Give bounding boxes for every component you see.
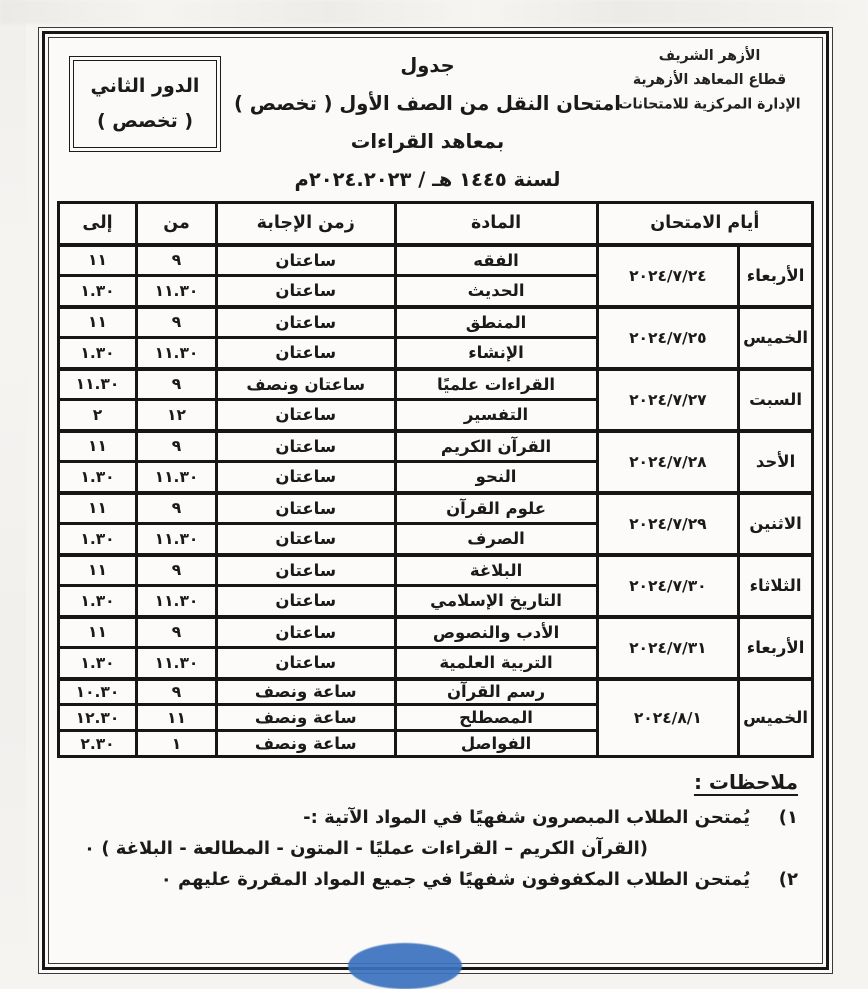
from-time-cell: ٩ <box>137 555 217 586</box>
letterhead-line-2: قطاع المعاهد الأزهرية <box>632 71 787 89</box>
subject-cell: التفسير <box>395 400 597 431</box>
day-cell: الأحد <box>739 431 813 493</box>
from-time-cell: ١١.٣٠ <box>137 524 217 555</box>
schedule-row <box>59 493 813 524</box>
duration-cell: ساعتان <box>217 555 395 586</box>
date-cell: ٢٠٢٤/٧/٢٧ <box>597 369 739 431</box>
from-time-cell: ٩ <box>137 617 217 648</box>
schedule-row <box>59 307 813 338</box>
blue-stamp-partial <box>348 943 462 989</box>
to-time-cell: ٢ <box>59 400 137 431</box>
date-cell: ٢٠٢٤/٧/٢٩ <box>597 493 739 555</box>
note-item <box>79 869 798 890</box>
from-time-cell: ٩ <box>137 493 217 524</box>
duration-cell: ساعتان <box>217 307 395 338</box>
duration-cell: ساعتان <box>217 648 395 679</box>
duration-cell: ساعة ونصف <box>217 679 395 705</box>
document-header <box>57 43 814 199</box>
duration-cell: ساعتان <box>217 617 395 648</box>
from-time-cell: ٩ <box>137 679 217 705</box>
schedule-table-body <box>59 245 813 757</box>
to-time-cell: ١.٣٠ <box>59 276 137 307</box>
duration-cell: ساعتان <box>217 400 395 431</box>
note-number: ١) <box>778 807 798 828</box>
to-time-cell: ١١ <box>59 431 137 462</box>
day-cell: الخميس <box>739 307 813 369</box>
schedule-row <box>59 555 813 586</box>
schedule-row <box>59 679 813 705</box>
day-cell: الأربعاء <box>739 617 813 679</box>
title-line-4: لسنة ١٤٤٥ هـ / ٢٠٢٤.٢٠٢٣م <box>294 168 561 191</box>
session-box-line-1: الدور الثاني <box>90 75 200 97</box>
schedule-row <box>59 245 813 276</box>
from-time-cell: ١١.٣٠ <box>137 586 217 617</box>
subject-cell: البلاغة <box>395 555 597 586</box>
header-duration: زمن الإجابة <box>217 203 395 245</box>
schedule-row <box>59 617 813 648</box>
subject-cell: الفقه <box>395 245 597 276</box>
subject-cell: القرآن الكريم <box>395 431 597 462</box>
notes-title: ملاحظات : <box>693 770 798 794</box>
duration-cell: ساعة ونصف <box>217 705 395 731</box>
duration-cell: ساعتان <box>217 276 395 307</box>
day-cell: الاثنين <box>739 493 813 555</box>
subject-cell: الأدب والنصوص <box>395 617 597 648</box>
date-cell: ٢٠٢٤/٧/٢٤ <box>597 245 739 307</box>
from-time-cell: ٩ <box>137 307 217 338</box>
subject-cell: المنطق <box>395 307 597 338</box>
from-time-cell: ٩ <box>137 369 217 400</box>
subject-cell: الحديث <box>395 276 597 307</box>
duration-cell: ساعتان <box>217 524 395 555</box>
to-time-cell: ١.٣٠ <box>59 648 137 679</box>
subject-cell: التاريخ الإسلامي <box>395 586 597 617</box>
to-time-cell: ١١.٣٠ <box>59 369 137 400</box>
day-cell: الخميس <box>739 679 813 757</box>
to-time-cell: ١.٣٠ <box>59 338 137 369</box>
letterhead-line-1: الأزهر الشريف <box>658 47 761 65</box>
from-time-cell: ١١.٣٠ <box>137 276 217 307</box>
date-cell: ٢٠٢٤/٧/٢٥ <box>597 307 739 369</box>
duration-cell: ساعتان <box>217 493 395 524</box>
header-to: إلى <box>59 203 137 245</box>
header-from: من <box>137 203 217 245</box>
duration-cell: ساعتان ونصف <box>217 369 395 400</box>
page-frame-inner <box>48 37 823 964</box>
to-time-cell: ١١ <box>59 617 137 648</box>
to-time-cell: ١١ <box>59 493 137 524</box>
subject-cell: التربية العلمية <box>395 648 597 679</box>
notes-section <box>57 758 814 890</box>
note-number: ٢) <box>778 869 798 890</box>
from-time-cell: ١١.٣٠ <box>137 648 217 679</box>
note-text: يُمتحن الطلاب المبصرون شفهيًا في المواد الآتية :- <box>303 807 750 828</box>
day-cell: السبت <box>739 369 813 431</box>
session-box-line-2: ( تخصص ) <box>96 110 194 133</box>
header-exam-days: أيام الامتحان <box>597 203 812 245</box>
second-round-box-inner <box>73 60 217 148</box>
title-line-2: امتحان النقل من الصف الأول ( تخصص ) <box>234 92 621 115</box>
day-cell: الثلاثاء <box>739 555 813 617</box>
from-time-cell: ١١ <box>137 705 217 731</box>
notes-list <box>79 807 798 890</box>
from-time-cell: ١ <box>137 731 217 757</box>
scan-artifact-left <box>0 0 26 960</box>
date-cell: ٢٠٢٤/٧/٣٠ <box>597 555 739 617</box>
schedule-row <box>59 431 813 462</box>
duration-cell: ساعة ونصف <box>217 731 395 757</box>
duration-cell: ساعتان <box>217 586 395 617</box>
title-line-3: بمعاهد القراءات <box>350 130 505 153</box>
from-time-cell: ١٢ <box>137 400 217 431</box>
subject-cell: علوم القرآن <box>395 493 597 524</box>
note-item <box>79 807 798 828</box>
from-time-cell: ١١.٣٠ <box>137 338 217 369</box>
subject-cell: رسم القرآن <box>395 679 597 705</box>
exam-schedule-table <box>57 201 814 758</box>
subject-cell: القراءات علميًا <box>395 369 597 400</box>
page-frame-mid <box>42 31 829 970</box>
day-cell: الأربعاء <box>739 245 813 307</box>
duration-cell: ساعتان <box>217 462 395 493</box>
subject-cell: الإنشاء <box>395 338 597 369</box>
to-time-cell: ٢.٣٠ <box>59 731 137 757</box>
title-line-1: جدول <box>400 54 455 77</box>
page-frame <box>38 27 833 974</box>
to-time-cell: ١٢.٣٠ <box>59 705 137 731</box>
duration-cell: ساعتان <box>217 431 395 462</box>
from-time-cell: ١١.٣٠ <box>137 462 217 493</box>
note-item <box>79 838 798 859</box>
from-time-cell: ٩ <box>137 431 217 462</box>
scan-artifact-top <box>0 0 868 24</box>
to-time-cell: ١.٣٠ <box>59 462 137 493</box>
date-cell: ٢٠٢٤/٨/١ <box>597 679 739 757</box>
to-time-cell: ١.٣٠ <box>59 524 137 555</box>
schedule-row <box>59 369 813 400</box>
duration-cell: ساعتان <box>217 245 395 276</box>
subject-cell: المصطلح <box>395 705 597 731</box>
subject-cell: الصرف <box>395 524 597 555</box>
date-cell: ٢٠٢٤/٧/٢٨ <box>597 431 739 493</box>
duration-cell: ساعتان <box>217 338 395 369</box>
subject-cell: النحو <box>395 462 597 493</box>
to-time-cell: ١١ <box>59 555 137 586</box>
document-title <box>198 43 658 199</box>
header-subject: المادة <box>395 203 597 245</box>
to-time-cell: ١١ <box>59 245 137 276</box>
from-time-cell: ٩ <box>137 245 217 276</box>
to-time-cell: ١٠.٣٠ <box>59 679 137 705</box>
schedule-header-row <box>59 203 813 245</box>
note-text: يُمتحن الطلاب المكفوفون شفهيًا في جميع المواد المقررة عليهم ٠ <box>160 869 750 890</box>
subject-cell: الفواصل <box>395 731 597 757</box>
to-time-cell: ١١ <box>59 307 137 338</box>
letterhead-line-3: الإدارة المركزية للامتحانات <box>618 95 801 113</box>
date-cell: ٢٠٢٤/٧/٣١ <box>597 617 739 679</box>
note-text: (القرآن الكريم – القراءات عمليًا - المتون - المطالعة - البلاغة ) ٠ <box>84 838 648 859</box>
to-time-cell: ١.٣٠ <box>59 586 137 617</box>
